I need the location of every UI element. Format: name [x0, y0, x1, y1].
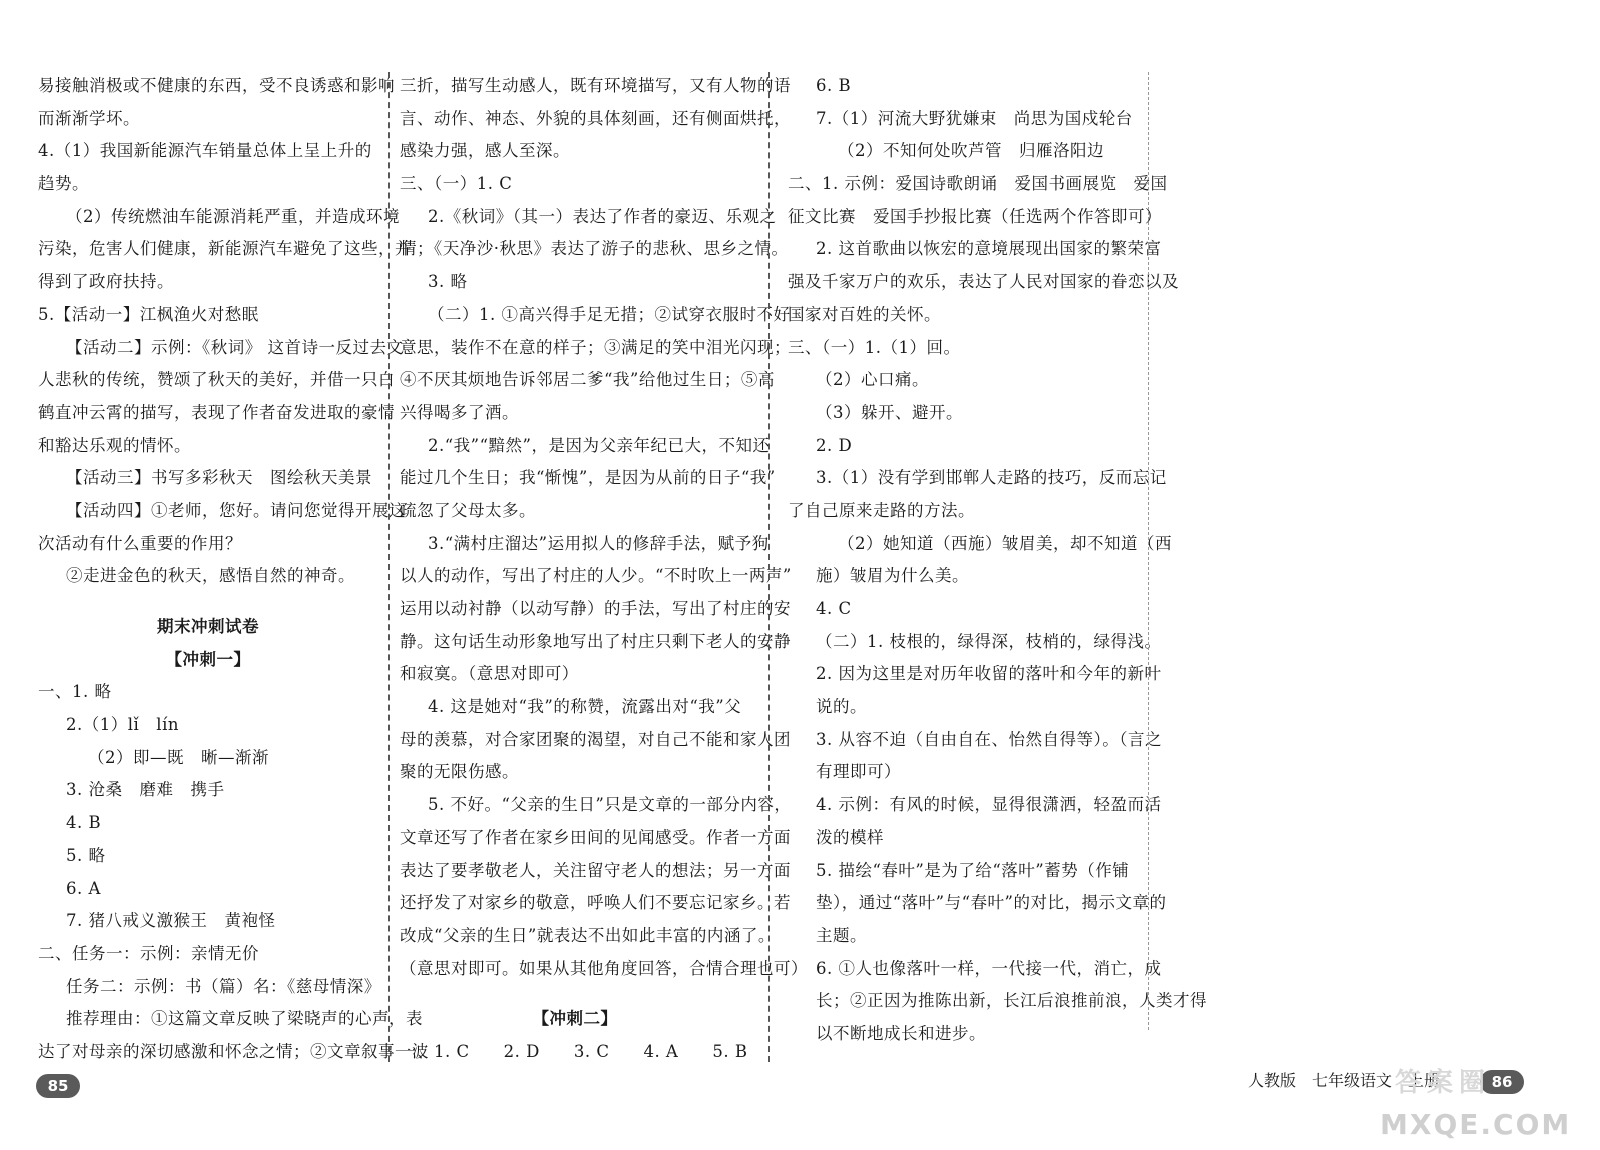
text-line: 聚的无限伤感。	[400, 762, 519, 782]
text-line: 5. 描绘“春叶”是为了给“落叶”蓄势（作铺	[816, 860, 1130, 880]
column-left	[38, 70, 429, 1069]
text-line: 任务二：示例：书（篇）名：《慈母情深》	[66, 976, 381, 996]
text-line: 泼的模样	[816, 827, 884, 847]
text-line: 7. 猪八戒义激猴王 黄袍怪	[66, 911, 276, 931]
text-line: 母的羡慕，对合家团聚的渴望，对自己不能和家人团	[400, 729, 791, 749]
text-line: 垫），通过“落叶”与“春叶”的对比，揭示文章的	[816, 893, 1167, 913]
text-line: 鹤直冲云霄的描写，表现了作者奋发进取的豪情	[38, 402, 395, 422]
text-line: 6. A	[66, 878, 101, 898]
text-line: 2.《秋词》（其一）表达了作者的豪迈、乐观之	[428, 206, 777, 226]
text-line: 表达了要孝敬老人，关注留守老人的想法；另一方面	[400, 860, 791, 880]
text-line: 趋势。	[38, 174, 89, 194]
page-number-right: 86	[1480, 1070, 1524, 1094]
text-line: ②走进金色的秋天，感悟自然的神奇。	[66, 566, 355, 586]
text-line: 【活动四】①老师，您好。请问您觉得开展这	[66, 500, 406, 520]
spacer	[38, 593, 378, 611]
text-line: ④不厌其烦地告诉邻居二爹“我”给他过生日；⑤高	[400, 370, 775, 390]
text-line: 易接触消极或不健康的东西，受不良诱惑和影响	[38, 76, 395, 95]
text-line: 静。这句话生动形象地写出了村庄只剩下老人的安静	[400, 631, 791, 651]
text-line: 一、1. C 2. D 3. C 4. A 5. B	[400, 1041, 748, 1061]
text-line: 【活动二】示例：《秋词》 这首诗一反过去文	[66, 337, 404, 357]
spacer	[400, 985, 750, 1003]
text-line: 运用以动衬静（以动写静）的手法，写出了村庄的安	[400, 599, 791, 618]
text-line: 和寂寞。（意思对即可）	[400, 664, 579, 684]
text-line: 了自己原来走路的方法。	[788, 500, 975, 520]
text-line: 疏忽了父母太多。	[400, 500, 536, 520]
text-line: 次活动有什么重要的作用？	[38, 533, 242, 553]
text-line: 有理即可）	[816, 762, 901, 782]
section-heading: 【冲刺二】	[532, 1009, 618, 1029]
text-line: 三折，描写生动感人，既有环境描写，又有人物的语	[400, 76, 791, 95]
text-line: （2）她知道（西施）皱眉美，却不知道（西	[838, 533, 1172, 553]
text-line: 2. 因为这里是对历年收留的落叶和今年的新叶	[816, 664, 1162, 684]
text-line: 推荐理由：①这篇文章反映了梁晓声的心声，表	[66, 1009, 423, 1029]
column-divider	[388, 72, 390, 1062]
text-line: 强及千家万户的欢乐，表达了人民对国家的眷恋以及	[788, 272, 1179, 292]
text-line: 征文比赛 爱国手抄报比赛（任选两个作答即可）	[788, 206, 1162, 226]
column-right	[788, 70, 1207, 1051]
text-line: 6. B	[816, 76, 852, 95]
text-line: 4. 示例：有风的时候，显得很潇洒，轻盈而活	[816, 795, 1162, 815]
page-number-left: 85	[36, 1074, 80, 1098]
text-line: 污染，危害人们健康，新能源汽车避免了这些，并	[38, 239, 412, 259]
text-line: 情；《天净沙·秋思》表达了游子的悲秋、思乡之情。	[400, 239, 789, 259]
text-line: （二）1. 枝根的，绿得深，枝梢的，绿得浅。	[816, 631, 1162, 651]
text-line: 改成“父亲的生日”就表达不出如此丰富的内涵了。	[400, 925, 775, 945]
text-line: 4. C	[816, 599, 852, 618]
text-line: 感染力强，感人至深。	[400, 141, 570, 161]
text-line: 【活动三】书写多彩秋天 图绘秋天美景	[66, 468, 372, 488]
text-line: 三、（一）1. C	[400, 174, 513, 194]
text-line: 言、动作、神态、外貌的具体刻画，还有侧面烘托，	[400, 108, 791, 128]
text-line: 意思，装作不在意的样子；③满足的笑中泪光闪现；	[400, 337, 791, 357]
text-line: 3. 从容不迫（自由自在、怡然自得等）。（言之	[816, 729, 1162, 749]
text-line: 以不断地成长和进步。	[816, 1023, 986, 1043]
text-line: 一、1. 略	[38, 682, 112, 702]
text-line: 达了对母亲的深切感激和怀念之情；②文章叙事一波	[38, 1041, 429, 1061]
text-line: 人悲秋的传统，赞颂了秋天的美好，并借一只白	[38, 370, 395, 390]
text-line: 国家对百姓的关怀。	[788, 304, 941, 324]
text-line: 2. D	[816, 435, 853, 455]
text-line: （2）即—既 晰—渐渐	[88, 747, 269, 767]
text-line: 2. 这首歌曲以恢宏的意境展现出国家的繁荣富	[816, 239, 1162, 259]
text-line: （3）躲开、避开。	[816, 402, 963, 422]
text-line: 兴得喝多了酒。	[400, 402, 519, 422]
text-line: 以人的动作，写出了村庄的人少。“不时吹上一两声”	[400, 566, 792, 586]
column-divider	[768, 72, 770, 1062]
watermark-text: MXQE.COM	[1380, 1108, 1572, 1141]
text-line: 主题。	[816, 925, 867, 945]
text-line: 4. B	[66, 813, 102, 833]
text-line: 二、任务一：示例：亲情无价	[38, 943, 259, 963]
text-line: （2）心口痛。	[816, 370, 929, 390]
text-line: 2.“我”“黯然”，是因为父亲年纪已大，不知还	[428, 435, 770, 455]
text-line: 长；②正因为推陈出新，长江后浪推前浪，人类才得	[816, 991, 1207, 1011]
text-line: 说的。	[816, 697, 867, 717]
text-line: （2）传统燃油车能源消耗严重，并造成环境	[66, 206, 400, 226]
text-line: 5. 不好。“父亲的生日”只是文章的一部分内容，	[428, 795, 792, 815]
column-divider	[1148, 72, 1149, 1030]
text-line: 6. ①人也像落叶一样，一代接一代，消亡，成	[816, 958, 1162, 978]
text-line: 和豁达乐观的情怀。	[38, 435, 191, 455]
text-line: （二）1. ①高兴得手足无措；②试穿衣服时不好	[428, 304, 791, 324]
text-line: 2.（1）lǐ lín	[66, 715, 179, 735]
text-line: 文章还写了作者在家乡田间的见闻感受。作者一方面	[400, 827, 791, 847]
text-line: 5.【活动一】江枫渔火对愁眠	[38, 304, 259, 324]
text-line: 三、（一）1.（1）回。	[788, 337, 961, 357]
text-line: 能过几个生日；我“惭愧”，是因为从前的日子“我”	[400, 468, 776, 488]
text-line: 施）皱眉为什么美。	[816, 566, 969, 586]
text-line: 4. 这是她对“我”的称赞，流露出对“我”父	[428, 697, 742, 717]
text-line: 4.（1）我国新能源汽车销量总体上呈上升的	[38, 141, 372, 161]
text-line: 3. 略	[428, 272, 468, 292]
text-line: （意思对即可。如果从其他角度回答，合情合理也可）	[400, 958, 808, 978]
text-line: 二、1. 示例：爱国诗歌朗诵 爱国书画展览 爱国	[788, 174, 1168, 194]
text-line: 而渐渐学坏。	[38, 108, 140, 128]
section-heading: 期末冲刺试卷	[157, 617, 259, 636]
text-line: 3.（1）没有学到邯郸人走路的技巧，反而忘记	[816, 468, 1167, 488]
text-line: 3.“满村庄溜达”运用拟人的修辞手法，赋予狗	[428, 533, 769, 553]
text-line: 3. 沧桑 磨难 携手	[66, 780, 225, 800]
text-line: 7.（1）河流大野犹嫌束 尚思为国戍轮台	[816, 108, 1133, 128]
text-line: 还抒发了对家乡的敬意，呼唤人们不要忘记家乡。若	[400, 893, 791, 913]
column-middle	[400, 70, 808, 1069]
section-heading: 【冲刺一】	[165, 649, 251, 669]
text-line: 5. 略	[66, 845, 106, 865]
text-line: 得到了政府扶持。	[38, 272, 174, 292]
edition-label: 人教版 七年级语文 上册	[1248, 1071, 1441, 1090]
watermark-logo: 答案圈	[1395, 1068, 1492, 1098]
text-line: （2）不知何处吹芦管 归雁洛阳边	[838, 141, 1104, 161]
